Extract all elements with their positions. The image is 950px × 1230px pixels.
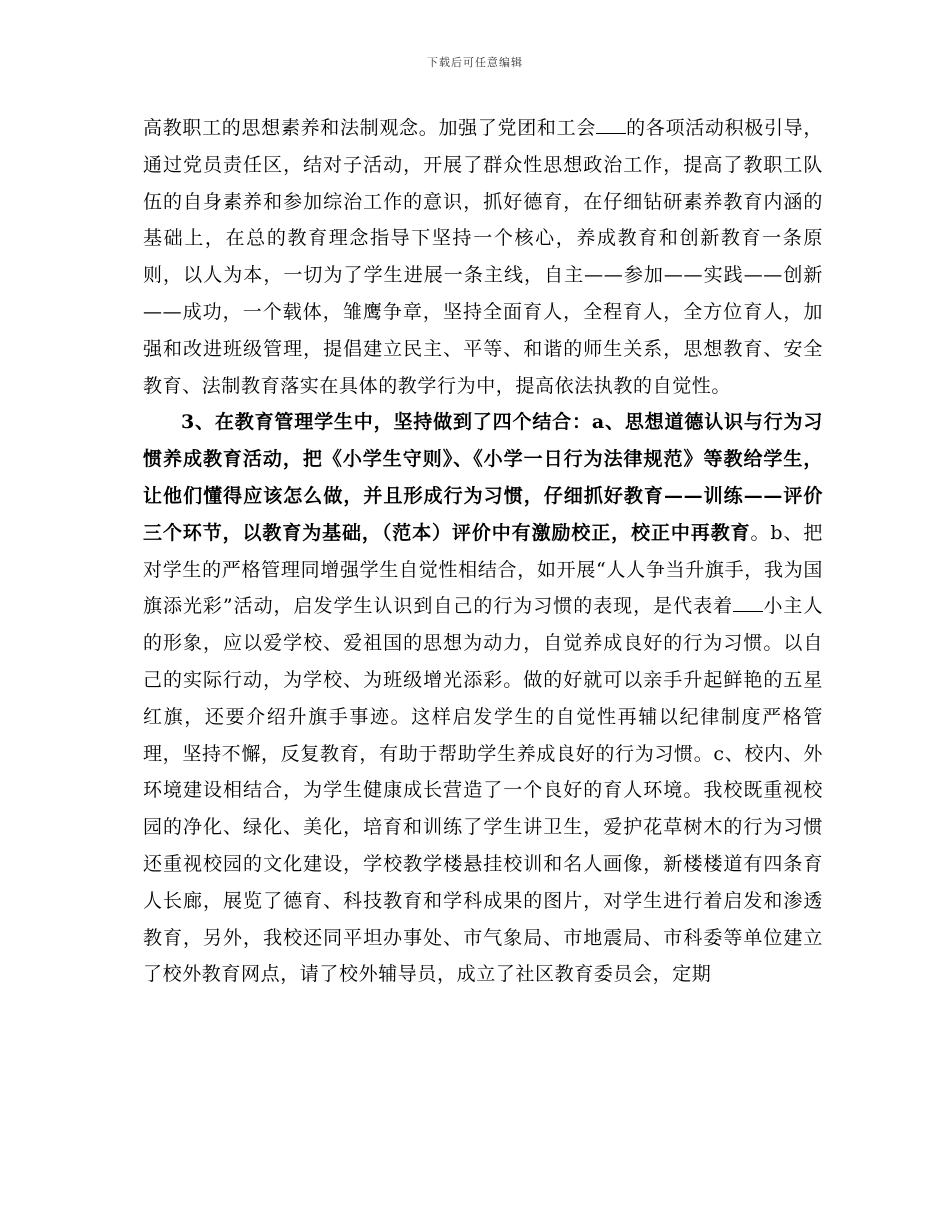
paragraph-1-text-b: 的各项活动积极引导，通过党员责任区，结对子活动，开展了群众性思想政治工作，提高了教职工队伍的自身素养和参加综治工作的意识，抓好德育，在仔细钻研素养教育内涵的基础上，在总的教育理念指导下坚持一个核心，养成教育和创新教育一条原则，以人为本，一切为了学生进展一条主线，自主——参加——实践——创新——成功，一个载体，雏鹰争章，坚持全面育人，全程育人，全方位育人，加强和改进班级管理，提倡建立民主、平等、和谐的师生关系，思想教育、安全教育、法制教育落实在具体的教学行为中，提高依法执教的自觉性。 bbox=[143, 117, 823, 397]
page-header: 下载后可任意编辑 bbox=[427, 56, 523, 69]
fill-blank-2 bbox=[733, 591, 763, 612]
paragraph-1-text-a: 高教职工的思想素养和法制观念。加强了党团和工会 bbox=[143, 117, 597, 139]
paragraph-2 bbox=[143, 404, 823, 993]
paragraph-1 bbox=[143, 110, 823, 404]
paragraph-2-text-b: 小主人的形象，应以爱学校、爱祖国的思想为动力，自觉养成良好的行为习惯。以自己的实际行动，为学校、为班级增光添彩。做的好就可以亲手升起鲜艳的五星红旗，还要介绍升旗手事迹。这样启发学生的自觉性再辅以纪律制度严格管理，坚持不懈，反复教育，有助于帮助学生养成良好的行为习惯。c、校内、外环境建设相结合，为学生健康成长营造了一个良好的育人环境。我校既重视校园的净化、绿化、美化，培育和训练了学生讲卫生，爱护花草树木的行为习惯还重视校园的文化建设，学校教学楼悬挂校训和名人画像，新楼楼道有四条育人长廊，展览了德育、科技教育和学科成果的图片，对学生进行着启发和渗透教育，另外，我校还同平坦办事处、市气象局、市地震局、市科委等单位建立了校外教育网点，请了校外辅导员，成立了社区教育委员会，定期 bbox=[143, 595, 823, 986]
fill-blank-1 bbox=[596, 113, 626, 134]
paragraph-2-text-a: 。b、把对学生的严格管理同增强学生自觉性相结合，如开展“人人争当升旗手，我为国旗添光彩”活动，启发学生认识到自己的行为习惯的表现，是代表着 bbox=[143, 521, 823, 618]
document-body bbox=[143, 110, 823, 993]
paragraph-2-bold-text: 3、在教育管理学生中，坚持做到了四个结合：a、思想道德认识与行为习惯养成教育活动，把《小学生守则》、《小学一日行为法律规范》等教给学生，让他们懂得应该怎么做，并且形成行为习惯，仔细抓好教育——训练——评价三个环节，以教育为基础，（范本）评价中有激励校正，校正中再教育 bbox=[143, 411, 823, 544]
